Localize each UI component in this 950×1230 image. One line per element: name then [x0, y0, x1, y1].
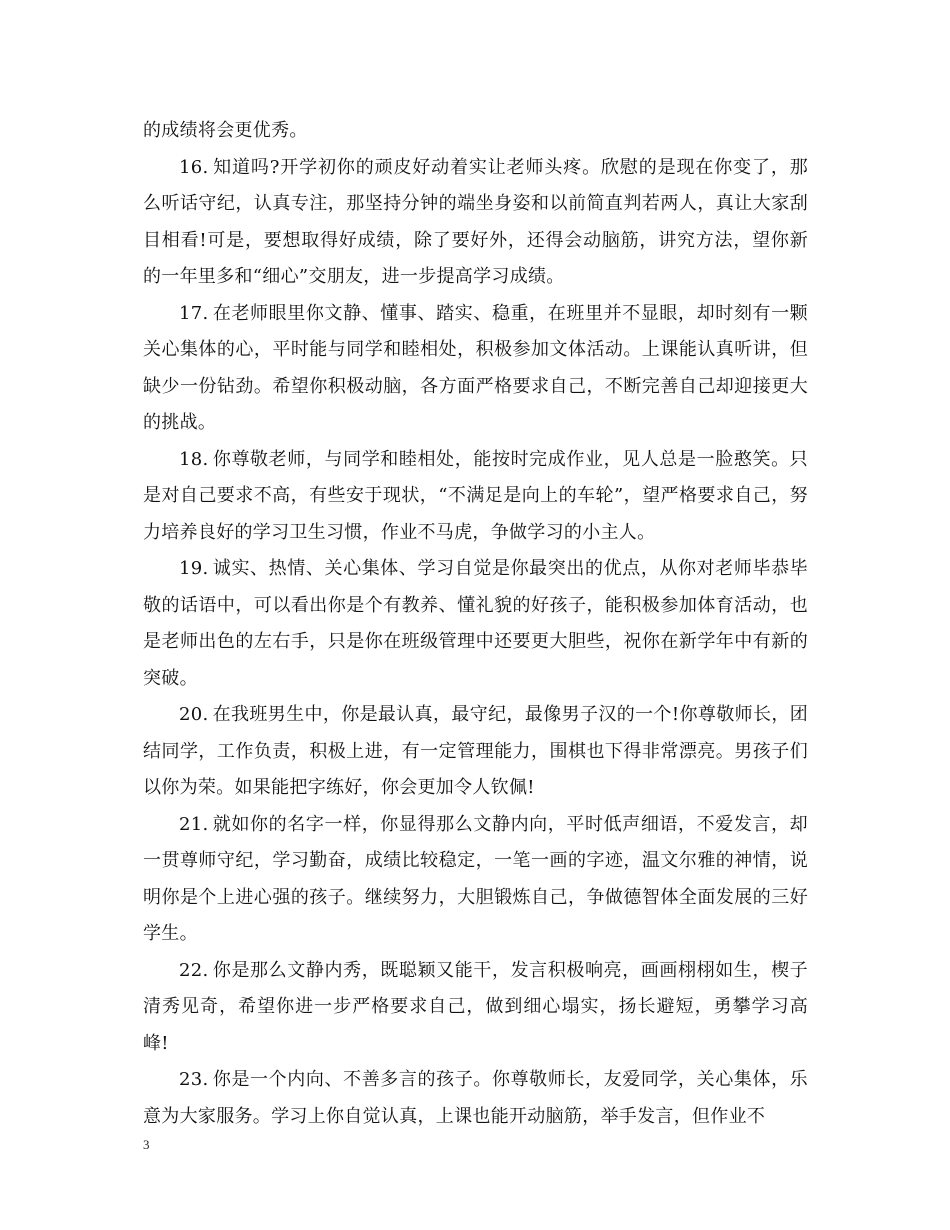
paragraph-text: 在老师眼里你文静、懂事、踏实、稳重，在班里并不显眼，却时刻有一颗关心集体的心，平时能与同学和睦相处，积极参加文体活动。上课能认真听讲，但缺少一份钻劲。希望你积极动脑，各方面严格要求自己，不断完善自己却迎接更大的挑战。	[143, 302, 808, 433]
paragraph-17	[143, 296, 808, 442]
paragraph-21	[143, 807, 808, 953]
document-body	[143, 113, 808, 1135]
paragraph-number: 17.	[179, 302, 209, 324]
paragraph-text: 就如你的名字一样，你显得那么文静内向，平时低声细语，不爱发言，却一贯尊师守纪，学习勤奋，成绩比较稳定，一笔一画的字迹，温文尔雅的神情，说明你是个上进心强的孩子。继续努力，大胆锻炼自己，争做德智体全面发展的三好学生。	[143, 813, 808, 944]
paragraph-number: 18.	[179, 448, 209, 470]
paragraph-18	[143, 442, 808, 552]
paragraph-22	[143, 953, 808, 1063]
paragraph-text: 你尊敬老师，与同学和睦相处，能按时完成作业，见人总是一脸憨笑。只是对自己要求不高，有些安于现状，“不满足是向上的车轮”，望严格要求自己，努力培养良好的学习卫生习惯，作业不马虎，争做学习的小主人。	[143, 448, 808, 543]
paragraph-23	[143, 1062, 808, 1135]
paragraph-19	[143, 551, 808, 697]
paragraph-16	[143, 150, 808, 296]
continuation-paragraph: 的成绩将会更优秀。	[143, 120, 308, 141]
paragraph-text: 知道吗?开学初你的顽皮好动着实让老师头疼。欣慰的是现在你变了，那么听话守纪，认真专注，那坚持分钟的端坐身姿和以前简直判若两人，真让大家刮目相看!可是，要想取得好成绩，除了要好外，还得会动脑筋，讲究方法，望你新的一年里多和“细心”交朋友，进一步提高学习成绩。	[143, 156, 808, 287]
paragraph-text: 你是那么文静内秀，既聪颖又能干，发言积极响亮，画画栩栩如生，楔子清秀见奇，希望你进一步严格要求自己，做到细心塌实，扬长避短，勇攀学习高峰!	[143, 959, 808, 1054]
paragraph-number: 19.	[179, 558, 209, 579]
paragraph-text: 诚实、热情、关心集体、学习自觉是你最突出的优点，从你对老师毕恭毕敬的话语中，可以看出你是个有教养、懂礼貌的好孩子，能积极参加体育活动，也是老师出色的左右手，只是你在班级管理中还要更大胆些，祝你在新学年中有新的突破。	[143, 558, 808, 689]
paragraph-text: 你是一个内向、不善多言的孩子。你尊敬师长，友爱同学，关心集体，乐意为大家服务。学习上你自觉认真，上课也能开动脑筋，举手发言，但作业不	[143, 1069, 808, 1127]
paragraph-number: 20.	[179, 704, 209, 725]
paragraph-20	[143, 697, 808, 807]
paragraph-text: 在我班男生中，你是最认真，最守纪，最像男子汉的一个!你尊敬师长，团结同学，工作负责，积极上进，有一定管理能力，围棋也下得非常漂亮。男孩子们以你为荣。如果能把字练好，你会更加令人钦佩!	[143, 704, 808, 798]
paragraph-number: 22.	[179, 959, 209, 981]
paragraph-number: 23.	[179, 1069, 209, 1090]
paragraph-number: 21.	[179, 813, 209, 835]
paragraph-number: 16.	[179, 156, 209, 178]
page-number: 3	[143, 1137, 150, 1152]
